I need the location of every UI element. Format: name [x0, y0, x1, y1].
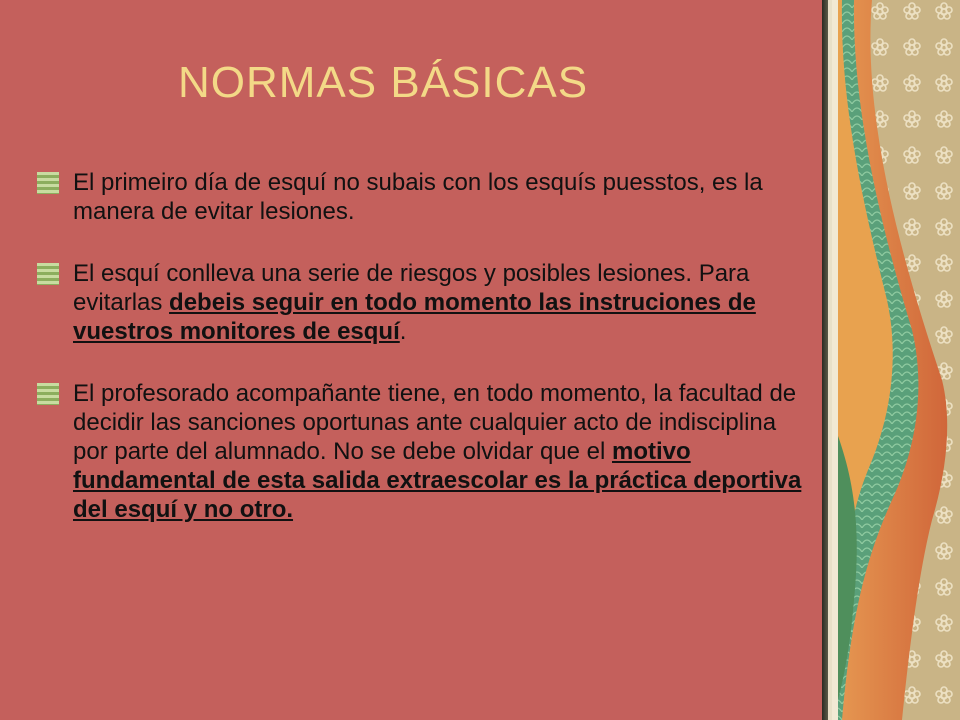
- bullet-list: [36, 168, 806, 557]
- bullet-item: [36, 379, 806, 524]
- striped-square-bullet-icon: [36, 262, 60, 286]
- striped-square-bullet-icon: [36, 382, 60, 406]
- bullet-item: [36, 259, 806, 346]
- bullet-emphasis: motivo fundamental de esta salida extraescolar es la práctica deportiva del esquí y no otro.: [73, 438, 802, 523]
- bullet-text: El primeiro día de esquí no subais con los esquís puesstos, es la manera de evitar lesiones.: [73, 169, 763, 225]
- slide-title: NORMAS BÁSICAS: [178, 58, 589, 107]
- bullet-item: [36, 168, 806, 226]
- bullet-text-end: .: [399, 318, 407, 345]
- striped-square-bullet-icon: [36, 171, 60, 195]
- bullet-emphasis: debeis seguir en todo momento las instruciones de vuestros monitores de esquí: [73, 289, 756, 345]
- floral-panel-icon: [832, 0, 960, 720]
- bullet-text: El profesorado acompañante tiene, en todo momento, la facultad de decidir las sanciones oportunas ante cualquier acto de indisciplina por parte del alumnado. No se debe olvidar que el: [73, 380, 797, 465]
- bullet-text: El esquí conlleva una serie de riesgos y posibles lesiones. Para evitarlas: [73, 260, 750, 316]
